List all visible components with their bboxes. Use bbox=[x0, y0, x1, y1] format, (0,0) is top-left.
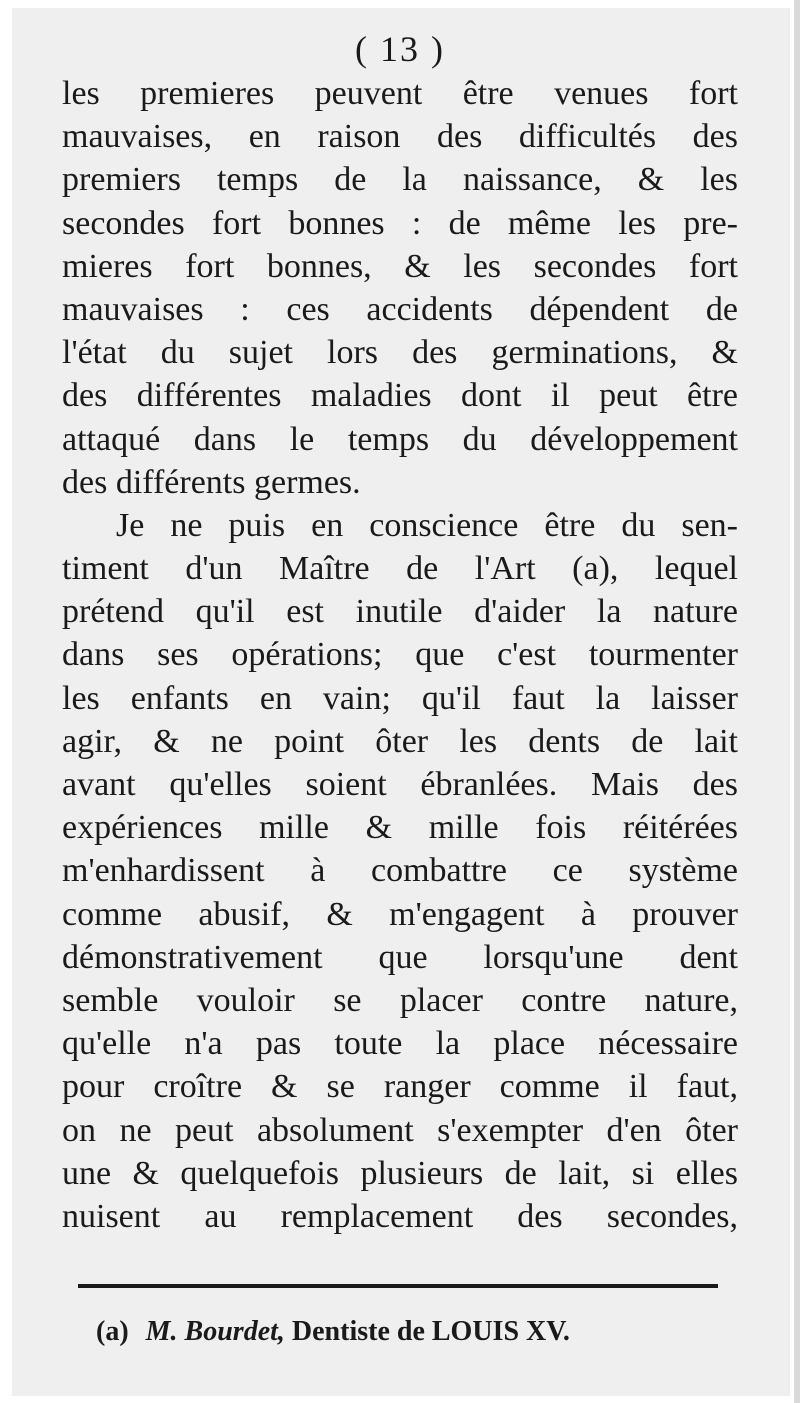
page-number: ( 13 ) bbox=[355, 29, 445, 69]
text-line: mieres fort bonnes, & les secondes fort bbox=[62, 247, 738, 285]
footnote-name: M. Bourdet, bbox=[145, 1316, 285, 1347]
text-line: m'enhardissent à combattre ce système bbox=[62, 852, 738, 890]
text-line: des différents germes. bbox=[62, 463, 361, 501]
text-line: on ne peut absolument s'exempter d'en ôter bbox=[62, 1111, 738, 1149]
text-line: prétend qu'il est inutile d'aider la nature bbox=[62, 593, 738, 631]
text-line: pour croître & se ranger comme il faut, bbox=[62, 1068, 738, 1106]
text-line: semble vouloir se placer contre nature, bbox=[62, 981, 738, 1019]
text-line: mauvaises : ces accidents dépendent de bbox=[62, 290, 738, 328]
text-line: mauvaises, en raison des difficultés des bbox=[62, 118, 738, 156]
page-edge bbox=[794, 0, 800, 1403]
footnote-marker: (a) bbox=[96, 1316, 129, 1347]
text-line: attaqué dans le temps du développement bbox=[62, 420, 738, 458]
text-line: nuisent au remplacement des secondes, bbox=[62, 1197, 738, 1235]
text-line: démonstrativement que lorsqu'une dent bbox=[62, 938, 738, 976]
footnote-rule bbox=[78, 1284, 718, 1288]
text-line: les enfants en vain; qu'il faut la laisser bbox=[62, 679, 738, 717]
text-line: premiers temps de la naissance, & les bbox=[62, 161, 738, 199]
text-line: une & quelquefois plusieurs de lait, si elles bbox=[62, 1154, 738, 1192]
text-line: avant qu'elles soient ébranlées. Mais des bbox=[62, 766, 738, 803]
text-line: expériences mille & mille fois réitérées bbox=[62, 809, 738, 847]
text-line: dans ses opérations; que c'est tourmenter bbox=[62, 636, 738, 674]
text-line: l'état du sujet lors des germinations, & bbox=[62, 334, 738, 372]
text-line: Je ne puis en conscience être du sen- bbox=[116, 506, 738, 544]
text-line: timent d'un Maître de l'Art (a), lequel bbox=[62, 550, 738, 588]
text-line: qu'elle n'a pas toute la place nécessaire bbox=[62, 1025, 738, 1063]
text-line: des différentes maladies dont il peut être bbox=[62, 377, 738, 415]
text-line: agir, & ne point ôter les dents de lait bbox=[62, 722, 738, 760]
text-line: les premieres peuvent être venues fort bbox=[62, 75, 738, 112]
footnote bbox=[96, 1316, 570, 1348]
footnote-title: Dentiste de LOUIS XV. bbox=[291, 1316, 570, 1347]
text-line: comme abusif, & m'engagent à prouver bbox=[62, 895, 738, 933]
text-line: secondes fort bonnes : de même les pre- bbox=[62, 204, 738, 242]
body-text bbox=[62, 72, 738, 1238]
